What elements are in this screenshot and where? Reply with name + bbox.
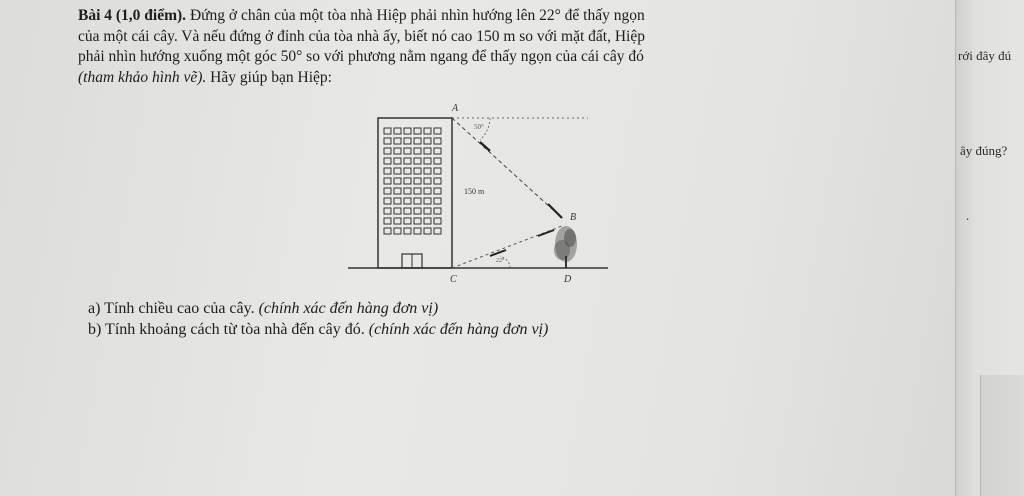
label-c: C: [450, 274, 457, 285]
question-a-note: (chính xác đến hàng đơn vị): [258, 300, 439, 317]
label-angle-top: 50°: [474, 123, 484, 131]
question-a: [88, 298, 548, 319]
label-angle-bottom: 22°: [496, 258, 505, 264]
problem-line-3: phải nhìn hướng xuống một góc 50° so với phương nằm ngang để thấy ngọn của cái cây đó: [78, 48, 644, 65]
question-b-note: (chính xác đến hàng đơn vị): [368, 321, 549, 338]
paper-fold: [980, 375, 1024, 496]
problem-text-4: Hãy giúp bạn Hiệp:: [206, 68, 332, 86]
building-windows: [384, 128, 441, 234]
question-b: [88, 319, 548, 340]
problem-line-1: [78, 6, 848, 27]
problem-line-4: [78, 68, 848, 89]
problem-statement: [78, 6, 848, 88]
tree: [554, 226, 577, 268]
label-a: A: [452, 103, 459, 114]
side-text-3: .: [966, 208, 970, 223]
question-a-text: a) Tính chiều cao của cây.: [88, 300, 259, 317]
question-b-text: b) Tính khoảng cách từ tòa nhà đến cây đó.: [88, 321, 369, 338]
reference-note: (tham khảo hình vẽ).: [78, 68, 207, 86]
label-d: D: [564, 274, 572, 285]
problem-header: Bài 4 (1,0 điểm).: [78, 7, 187, 24]
label-height: 150 m: [464, 187, 485, 196]
questions-block: [88, 298, 548, 340]
side-text-1: rới đây đú: [958, 48, 1012, 63]
problem-text-1: Đứng ở chân của một tòa nhà Hiệp phải nhìn hướng lên 22° để thấy ngọn: [189, 7, 645, 24]
label-b: B: [570, 212, 577, 223]
problem-line-2: của một cái cây. Và nếu đứng ở đỉnh của tòa nhà ấy, biết nó cao 150 m so với mặt đất, Hiệp: [78, 27, 645, 45]
sight-line-a-b: [452, 118, 562, 218]
side-text-2: ây đúng?: [960, 143, 1008, 158]
geometry-diagram: [340, 100, 620, 290]
